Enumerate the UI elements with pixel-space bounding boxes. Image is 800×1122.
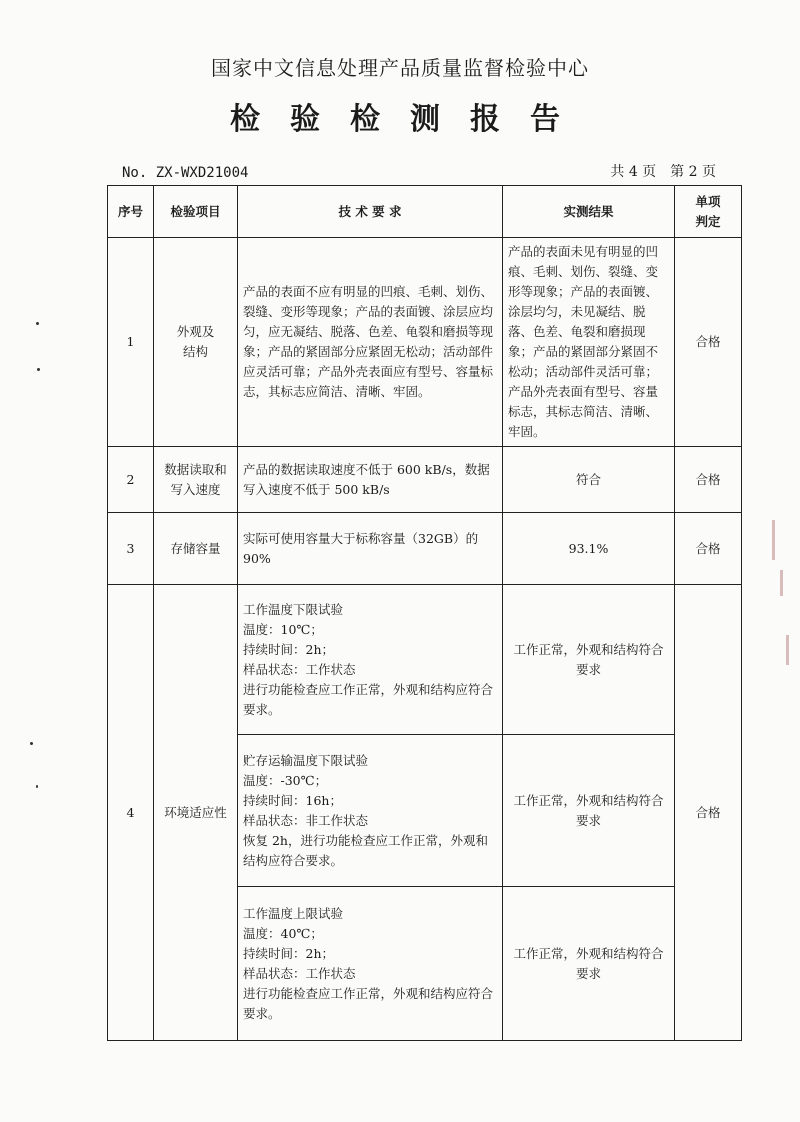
row-result: 工作正常，外观和结构符合要求 — [503, 585, 675, 735]
row-requirement: 工作温度上限试验 温度：40℃； 持续时间：2h； 样品状态：工作状态 进行功能检查应工作正常，外观和结构应符合要求。 — [238, 887, 503, 1041]
row-requirement: 工作温度下限试验 温度：10℃； 持续时间：2h； 样品状态：工作状态 进行功能检查应工作正常，外观和结构应符合要求。 — [238, 585, 503, 735]
row-result: 工作正常，外观和结构符合要求 — [503, 887, 675, 1041]
row-requirement: 实际可使用容量大于标称容量（32GB）的90% — [238, 513, 503, 585]
table-row — [108, 447, 742, 513]
stamp-edge-mark — [786, 635, 789, 665]
row-requirement: 产品的表面不应有明显的凹痕、毛刺、划伤、裂缝、变形等现象；产品的表面镀、涂层应均匀，应无凝结、脱落、色差、龟裂和磨损等现象；产品的紧固部分应紧固无松动；活动部件应灵活可靠；产品外壳表面应有型号、容量标志，其标志应简洁、清晰、牢固。 — [238, 238, 503, 447]
stamp-edge-mark — [780, 570, 783, 596]
row-verdict: 合格 — [675, 447, 742, 513]
table-row — [108, 585, 742, 735]
table-row — [108, 238, 742, 447]
row-result: 93.1% — [503, 513, 675, 585]
row-requirement: 贮存运输温度下限试验 温度：-30℃； 持续时间：16h； 样品状态：非工作状态 恢复 2h，进行功能检查应工作正常，外观和结构应符合要求。 — [238, 735, 503, 887]
page-info: 共 4 页 第 2 页 — [610, 164, 716, 180]
scan-speck — [30, 742, 33, 745]
scan-speck — [36, 785, 38, 788]
table-header-row — [108, 186, 742, 238]
header-item: 检验项目 — [154, 186, 238, 238]
row-requirement: 产品的数据读取速度不低于 600 kB/s，数据写入速度不低于 500 kB/s — [238, 447, 503, 513]
row-result: 符合 — [503, 447, 675, 513]
header-requirement: 技 术 要 求 — [238, 186, 503, 238]
row-verdict: 合格 — [675, 513, 742, 585]
row-item: 环境适应性 — [154, 585, 238, 1041]
row-item: 存储容量 — [154, 513, 238, 585]
row-serial: 1 — [108, 238, 154, 447]
row-item: 外观及 结构 — [154, 238, 238, 447]
report-title: 检验检测报告 — [230, 102, 590, 137]
row-result: 工作正常，外观和结构符合要求 — [503, 735, 675, 887]
scan-speck — [37, 368, 40, 371]
row-verdict: 合格 — [675, 585, 742, 1041]
inspection-table — [107, 185, 742, 1041]
header-result: 实测结果 — [503, 186, 675, 238]
row-serial: 2 — [108, 447, 154, 513]
report-number: No. ZX-WXD21004 — [122, 165, 249, 181]
row-serial: 3 — [108, 513, 154, 585]
organization-name: 国家中文信息处理产品质量监督检验中心 — [211, 56, 589, 80]
header-serial: 序号 — [108, 186, 154, 238]
scan-speck — [36, 322, 39, 325]
row-verdict: 合格 — [675, 238, 742, 447]
row-result: 产品的表面未见有明显的凹痕、毛刺、划伤、裂缝、变形等现象；产品的表面镀、涂层均匀，未见凝结、脱落、色差、龟裂和磨损现象；产品的紧固部分紧固不松动；活动部件灵活可靠；产品外壳表面有型号、容量标志，其标志简洁、清晰、牢固。 — [503, 238, 675, 447]
row-serial: 4 — [108, 585, 154, 1041]
header-verdict: 单项 判定 — [675, 186, 742, 238]
table-row — [108, 513, 742, 585]
stamp-edge-mark — [772, 520, 775, 560]
row-item: 数据读取和 写入速度 — [154, 447, 238, 513]
